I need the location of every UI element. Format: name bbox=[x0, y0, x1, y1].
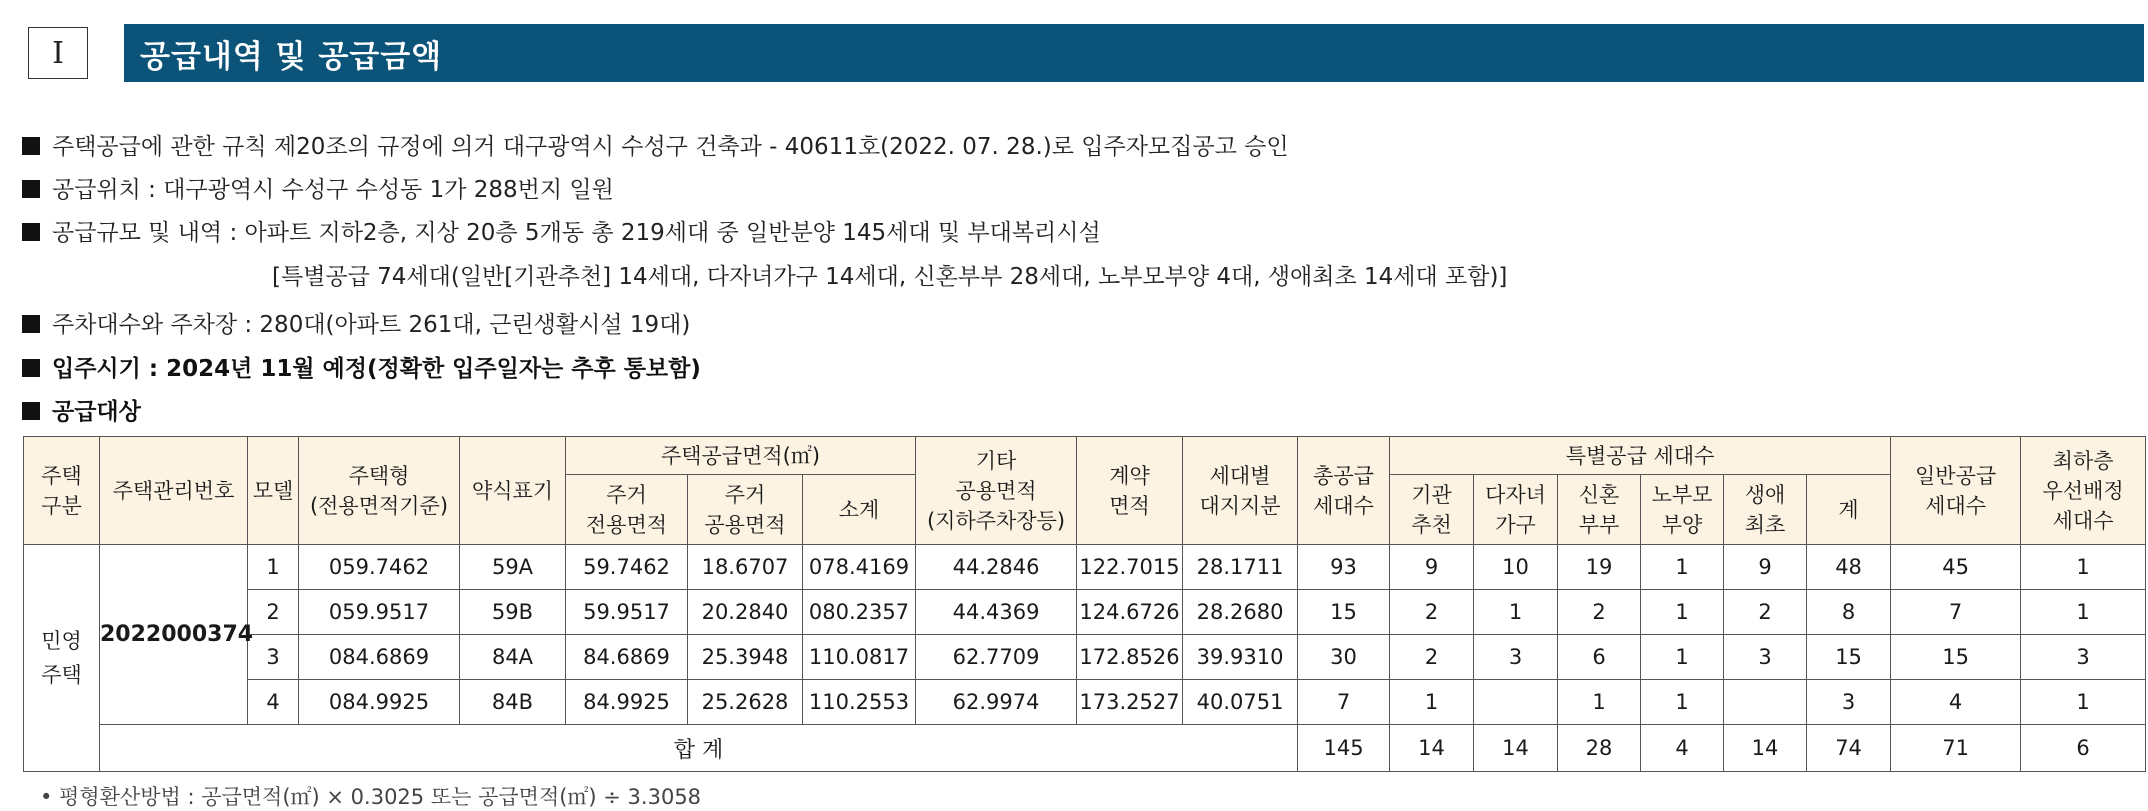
header-sp-newly: 신혼 부부 bbox=[1558, 475, 1641, 545]
table-cell: 110.0817 bbox=[803, 635, 916, 680]
table-cell: 145 bbox=[1298, 725, 1390, 772]
bullet-square-icon bbox=[22, 223, 40, 241]
table-cell: 10 bbox=[1474, 545, 1558, 590]
table-cell: 078.4169 bbox=[803, 545, 916, 590]
header-subtotal: 소계 bbox=[803, 475, 916, 545]
table-cell: 74 bbox=[1807, 725, 1891, 772]
table-cell: 93 bbox=[1298, 545, 1390, 590]
table-cell: 84.6869 bbox=[566, 635, 688, 680]
table-cell: 172.8526 bbox=[1077, 635, 1183, 680]
table-cell: 14 bbox=[1390, 725, 1474, 772]
notice-location: 공급위치 : 대구광역시 수성구 수성동 1가 288번지 일원 bbox=[22, 171, 614, 204]
table-cell: 2 bbox=[1390, 590, 1474, 635]
table-cell: 25.2628 bbox=[688, 680, 803, 725]
header-sp-inst: 기관 추천 bbox=[1390, 475, 1474, 545]
bullet-square-icon bbox=[22, 180, 40, 198]
total-row bbox=[24, 725, 2146, 772]
header-exclusive: 주거 전용면적 bbox=[566, 475, 688, 545]
notice-approval: 주택공급에 관한 규칙 제20조의 규정에 의거 대구광역시 수성구 건축과 - 40611호(2022. 07. 28.)로 입주자모집공고 승인 bbox=[22, 128, 1289, 161]
table-cell: 14 bbox=[1724, 725, 1807, 772]
header-special: 특별공급 세대수 bbox=[1390, 437, 1891, 475]
table-cell: 59B bbox=[460, 590, 566, 635]
table-cell: 1 bbox=[1558, 680, 1641, 725]
mgmt-number-cell: 2022000374 bbox=[100, 545, 248, 725]
table-cell: 44.4369 bbox=[916, 590, 1077, 635]
notice-parking: 주차대수와 주차장 : 280대(아파트 261대, 근린생활시설 19대) bbox=[22, 306, 690, 339]
header-short: 약식표기 bbox=[460, 437, 566, 545]
table-cell: 1 bbox=[1641, 680, 1724, 725]
table-cell: 8 bbox=[1807, 590, 1891, 635]
table-cell: 2 bbox=[1390, 635, 1474, 680]
table-cell: 4 bbox=[1891, 680, 2021, 725]
table-cell: 080.2357 bbox=[803, 590, 916, 635]
total-label: 합 계 bbox=[100, 725, 1298, 772]
table-cell: 2 bbox=[1558, 590, 1641, 635]
header-sp-multi: 다자녀 가구 bbox=[1474, 475, 1558, 545]
table-row bbox=[24, 680, 2146, 725]
table-cell: 1 bbox=[1390, 680, 1474, 725]
header-land-share: 세대별 대지지분 bbox=[1183, 437, 1298, 545]
table-cell: 18.6707 bbox=[688, 545, 803, 590]
table-cell: 44.2846 bbox=[916, 545, 1077, 590]
table-cell: 84B bbox=[460, 680, 566, 725]
table-cell: 25.3948 bbox=[688, 635, 803, 680]
header-supply-area: 주택공급면적(㎡) bbox=[566, 437, 916, 475]
table-cell: 19 bbox=[1558, 545, 1641, 590]
table-cell bbox=[1724, 680, 1807, 725]
table-cell: 71 bbox=[1891, 725, 2021, 772]
notice-target: 공급대상 bbox=[22, 393, 141, 426]
table-cell: 3 bbox=[1807, 680, 1891, 725]
table-cell: 2 bbox=[248, 590, 299, 635]
table-cell: 39.9310 bbox=[1183, 635, 1298, 680]
table-row bbox=[24, 590, 2146, 635]
table-cell: 059.7462 bbox=[299, 545, 460, 590]
table-cell: 40.0751 bbox=[1183, 680, 1298, 725]
header-common: 주거 공용면적 bbox=[688, 475, 803, 545]
header-other-common: 기타 공용면적 (지하주차장등) bbox=[916, 437, 1077, 545]
table-cell: 1 bbox=[2021, 590, 2146, 635]
table-row bbox=[24, 635, 2146, 680]
section-title-bar bbox=[124, 24, 2144, 82]
notice-special-detail: [특별공급 74세대(일반[기관추천] 14세대, 다자녀가구 14세대, 신혼부부 28세대, 노부모부양 4대, 생애최초 14세대 포함)] bbox=[272, 264, 1508, 290]
table-cell: 1 bbox=[1641, 545, 1724, 590]
table-cell: 20.2840 bbox=[688, 590, 803, 635]
table-cell: 15 bbox=[1298, 590, 1390, 635]
table-cell: 122.7015 bbox=[1077, 545, 1183, 590]
table-cell: 15 bbox=[1807, 635, 1891, 680]
section-number: Ⅰ bbox=[28, 27, 88, 79]
table-cell: 28.2680 bbox=[1183, 590, 1298, 635]
table-cell: 1 bbox=[2021, 545, 2146, 590]
bullet-square-icon bbox=[22, 315, 40, 333]
section-title: 공급내역 및 공급금액 bbox=[140, 38, 443, 75]
table-cell: 1 bbox=[248, 545, 299, 590]
table-cell: 1 bbox=[1474, 590, 1558, 635]
header-general: 일반공급 세대수 bbox=[1891, 437, 2021, 545]
table-cell: 3 bbox=[2021, 635, 2146, 680]
table-cell: 62.9974 bbox=[916, 680, 1077, 725]
table-cell: 084.6869 bbox=[299, 635, 460, 680]
table-cell: 110.2553 bbox=[803, 680, 916, 725]
table-cell: 059.9517 bbox=[299, 590, 460, 635]
table-cell: 1 bbox=[2021, 680, 2146, 725]
table-cell: 1 bbox=[1641, 590, 1724, 635]
table-cell: 173.2527 bbox=[1077, 680, 1183, 725]
table-cell: 2 bbox=[1724, 590, 1807, 635]
bullet-square-icon bbox=[22, 137, 40, 155]
supply-table bbox=[23, 436, 2146, 772]
table-cell: 45 bbox=[1891, 545, 2021, 590]
table-cell: 4 bbox=[248, 680, 299, 725]
header-model: 모델 bbox=[248, 437, 299, 545]
header-lowest: 최하층 우선배정 세대수 bbox=[2021, 437, 2146, 545]
table-cell: 28.1711 bbox=[1183, 545, 1298, 590]
table-cell: 124.6726 bbox=[1077, 590, 1183, 635]
table-cell bbox=[1474, 680, 1558, 725]
header-total-units: 총공급 세대수 bbox=[1298, 437, 1390, 545]
table-cell: 9 bbox=[1724, 545, 1807, 590]
table-cell: 6 bbox=[2021, 725, 2146, 772]
table-cell: 3 bbox=[1724, 635, 1807, 680]
notice-scale: 공급규모 및 내역 : 아파트 지하2층, 지상 20층 5개동 총 219세대 중 일반분양 145세대 및 부대복리시설 bbox=[22, 214, 1101, 247]
notice-move-in: 입주시기 : 2024년 11월 예정(정확한 입주일자는 추후 통보함) bbox=[22, 350, 701, 383]
header-mgmt-no: 주택관리번호 bbox=[100, 437, 248, 545]
table-cell: 62.7709 bbox=[916, 635, 1077, 680]
table-cell: 30 bbox=[1298, 635, 1390, 680]
table-cell: 3 bbox=[1474, 635, 1558, 680]
table-cell: 59.9517 bbox=[566, 590, 688, 635]
table-cell: 15 bbox=[1891, 635, 2021, 680]
table-row bbox=[24, 545, 2146, 590]
header-sp-sum: 계 bbox=[1807, 475, 1891, 545]
table-cell: 6 bbox=[1558, 635, 1641, 680]
table-cell: 9 bbox=[1390, 545, 1474, 590]
bullet-square-icon bbox=[22, 359, 40, 377]
table-cell: 7 bbox=[1298, 680, 1390, 725]
header-contract: 계약 면적 bbox=[1077, 437, 1183, 545]
table-cell: 3 bbox=[248, 635, 299, 680]
table-cell: 59.7462 bbox=[566, 545, 688, 590]
table-cell: 59A bbox=[460, 545, 566, 590]
table-cell: 4 bbox=[1641, 725, 1724, 772]
table-cell: 1 bbox=[1641, 635, 1724, 680]
footnote: • 평형환산방법 : 공급면적(㎡) × 0.3025 또는 공급면적(㎡) ÷ 3.3058 bbox=[40, 785, 702, 809]
header-house-category: 주택 구분 bbox=[24, 437, 100, 545]
table-cell: 84A bbox=[460, 635, 566, 680]
bullet-square-icon bbox=[22, 402, 40, 420]
table-cell: 28 bbox=[1558, 725, 1641, 772]
table-cell: 48 bbox=[1807, 545, 1891, 590]
header-house-type: 주택형 (전용면적기준) bbox=[299, 437, 460, 545]
table-cell: 7 bbox=[1891, 590, 2021, 635]
header-sp-first: 생애 최초 bbox=[1724, 475, 1807, 545]
table-cell: 14 bbox=[1474, 725, 1558, 772]
table-cell: 84.9925 bbox=[566, 680, 688, 725]
table-cell: 084.9925 bbox=[299, 680, 460, 725]
category-cell: 민영 주택 bbox=[24, 545, 100, 772]
header-sp-parents: 노부모 부양 bbox=[1641, 475, 1724, 545]
